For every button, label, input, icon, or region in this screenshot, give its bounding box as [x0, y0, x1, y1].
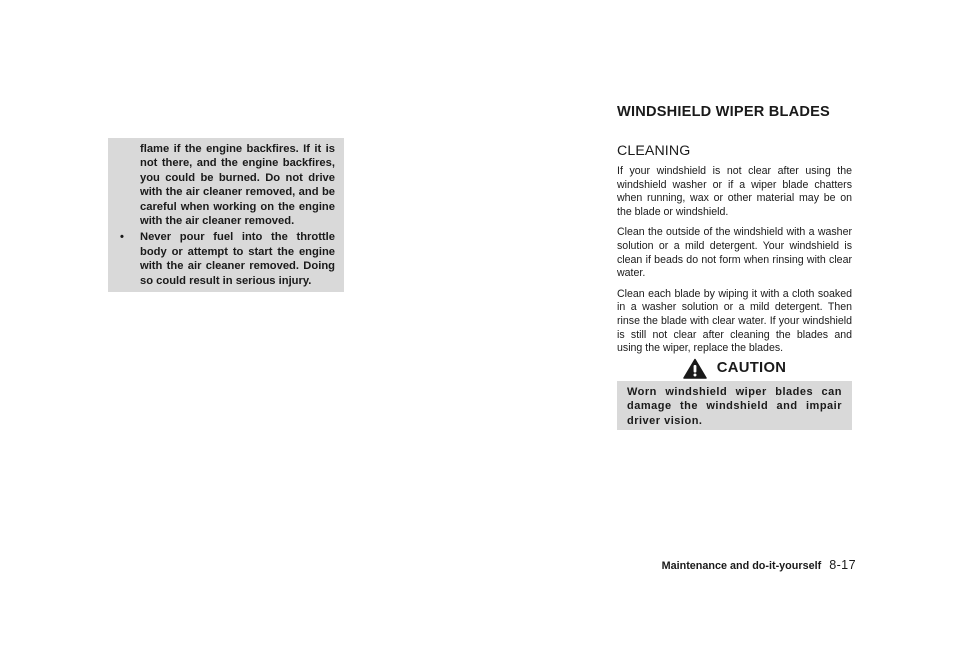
bullet-marker: •: [120, 231, 124, 244]
warning-bullet-list: [118, 230, 335, 288]
warning-continuation-text: flame if the engine backfires. If it is not there, and the engine backfires, you could be burned. Do not drive with the air cleaner removed, and be careful when working on the engine with the air cleaner removed.: [140, 143, 335, 228]
caution-box: [617, 381, 852, 430]
page-footer: [662, 558, 856, 572]
warning-bullet-text: Never pour fuel into the throttle body or attempt to start the engine with the air cleaner removed. Doing so could result in serious injury.: [140, 231, 335, 287]
warning-bullet-item: [118, 230, 335, 288]
paragraph: If your windshield is not clear after using the windshield washer or if a wiper blade chatters when running, wax or other material may be on the blade or windshield.: [617, 165, 852, 218]
warning-box-continued: [108, 138, 344, 292]
warning-triangle-icon: [683, 358, 707, 379]
section-title: WINDSHIELD WIPER BLADES: [617, 104, 830, 120]
caution-label: CAUTION: [716, 360, 787, 376]
caution-header: [617, 356, 852, 380]
body-text: [617, 165, 852, 363]
paragraph: Clean the outside of the windshield with a washer solution or a mild detergent. Your windshield is clean if beads do not form when rinsing with clear water.: [617, 226, 852, 280]
page-number: 8-17: [829, 558, 856, 572]
paragraph: Clean each blade by wiping it with a cloth soaked in a washer solution or a mild detergent. Then rinse the blade with clear water. If your windshield is still not clear after cleaning the blades and using the wiper, replace the blades.: [617, 287, 852, 355]
subsection-title: CLEANING: [617, 143, 691, 159]
chapter-title: Maintenance and do-it-yourself: [661, 560, 822, 572]
caution-text: Worn windshield wiper blades can damage the windshield and impair driver vision.: [627, 386, 842, 427]
